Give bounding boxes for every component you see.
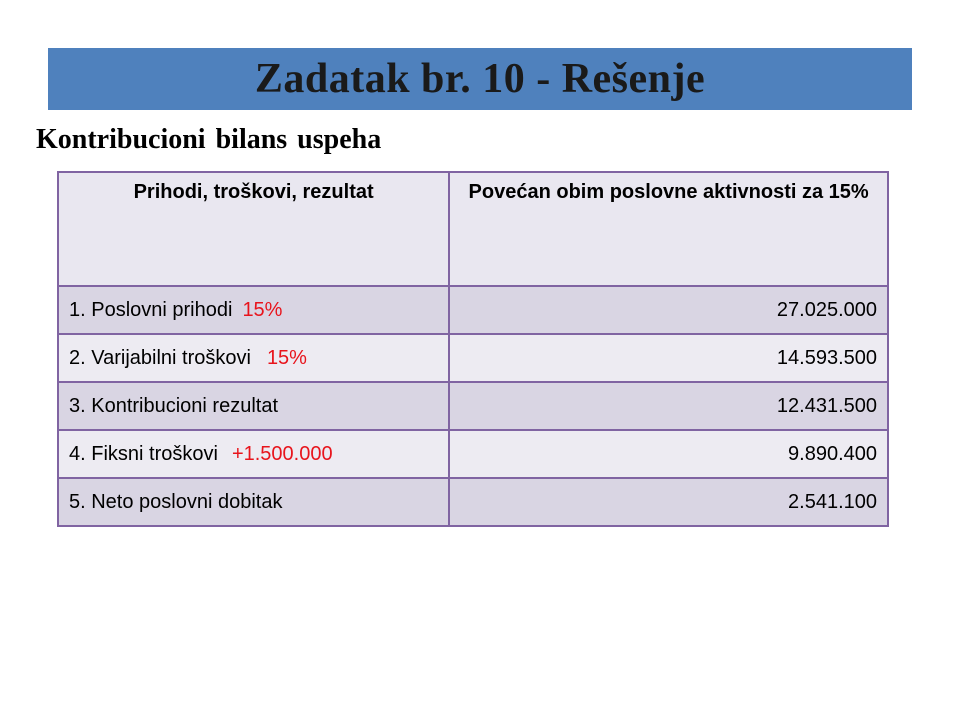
- row-label: [58, 430, 449, 478]
- row-label-text: 1. Poslovni prihodi: [69, 298, 233, 321]
- contribution-income-table: [57, 171, 889, 527]
- slide-title: Zadatak br. 10 - Rešenje: [254, 56, 706, 102]
- title-bar: [48, 48, 912, 110]
- row-label-text: 5. Neto poslovni dobitak: [69, 490, 283, 513]
- table-row: [58, 430, 888, 478]
- row-label-text: 4. Fiksni troškovi: [69, 442, 218, 465]
- table-row: [58, 478, 888, 526]
- slide-subtitle: Kontribucioni bilans uspeha: [36, 124, 382, 155]
- table-row: [58, 382, 888, 430]
- header-items: Prihodi, troškovi, rezultat: [58, 172, 449, 286]
- row-label: [58, 382, 449, 430]
- row-value: 12.431.500: [449, 382, 888, 430]
- row-label-text: 3. Kontribucioni rezultat: [69, 394, 279, 417]
- row-value: 2.541.100: [449, 478, 888, 526]
- row-label: [58, 286, 449, 334]
- row-label-text: 2. Varijabilni troškovi: [69, 346, 251, 369]
- header-increased-volume: Povećan obim poslovne aktivnosti za 15%: [449, 172, 888, 286]
- row-value: 9.890.400: [449, 430, 888, 478]
- row-value: 14.593.500: [449, 334, 888, 382]
- row-note: 15%: [266, 346, 307, 369]
- row-value: 27.025.000: [449, 286, 888, 334]
- row-note: 15%: [242, 298, 283, 321]
- table-row: [58, 334, 888, 382]
- row-label: [58, 334, 449, 382]
- table-row: [58, 286, 888, 334]
- row-note: +1.500.000: [231, 442, 333, 465]
- table-header-row: [58, 172, 888, 286]
- row-label: [58, 478, 449, 526]
